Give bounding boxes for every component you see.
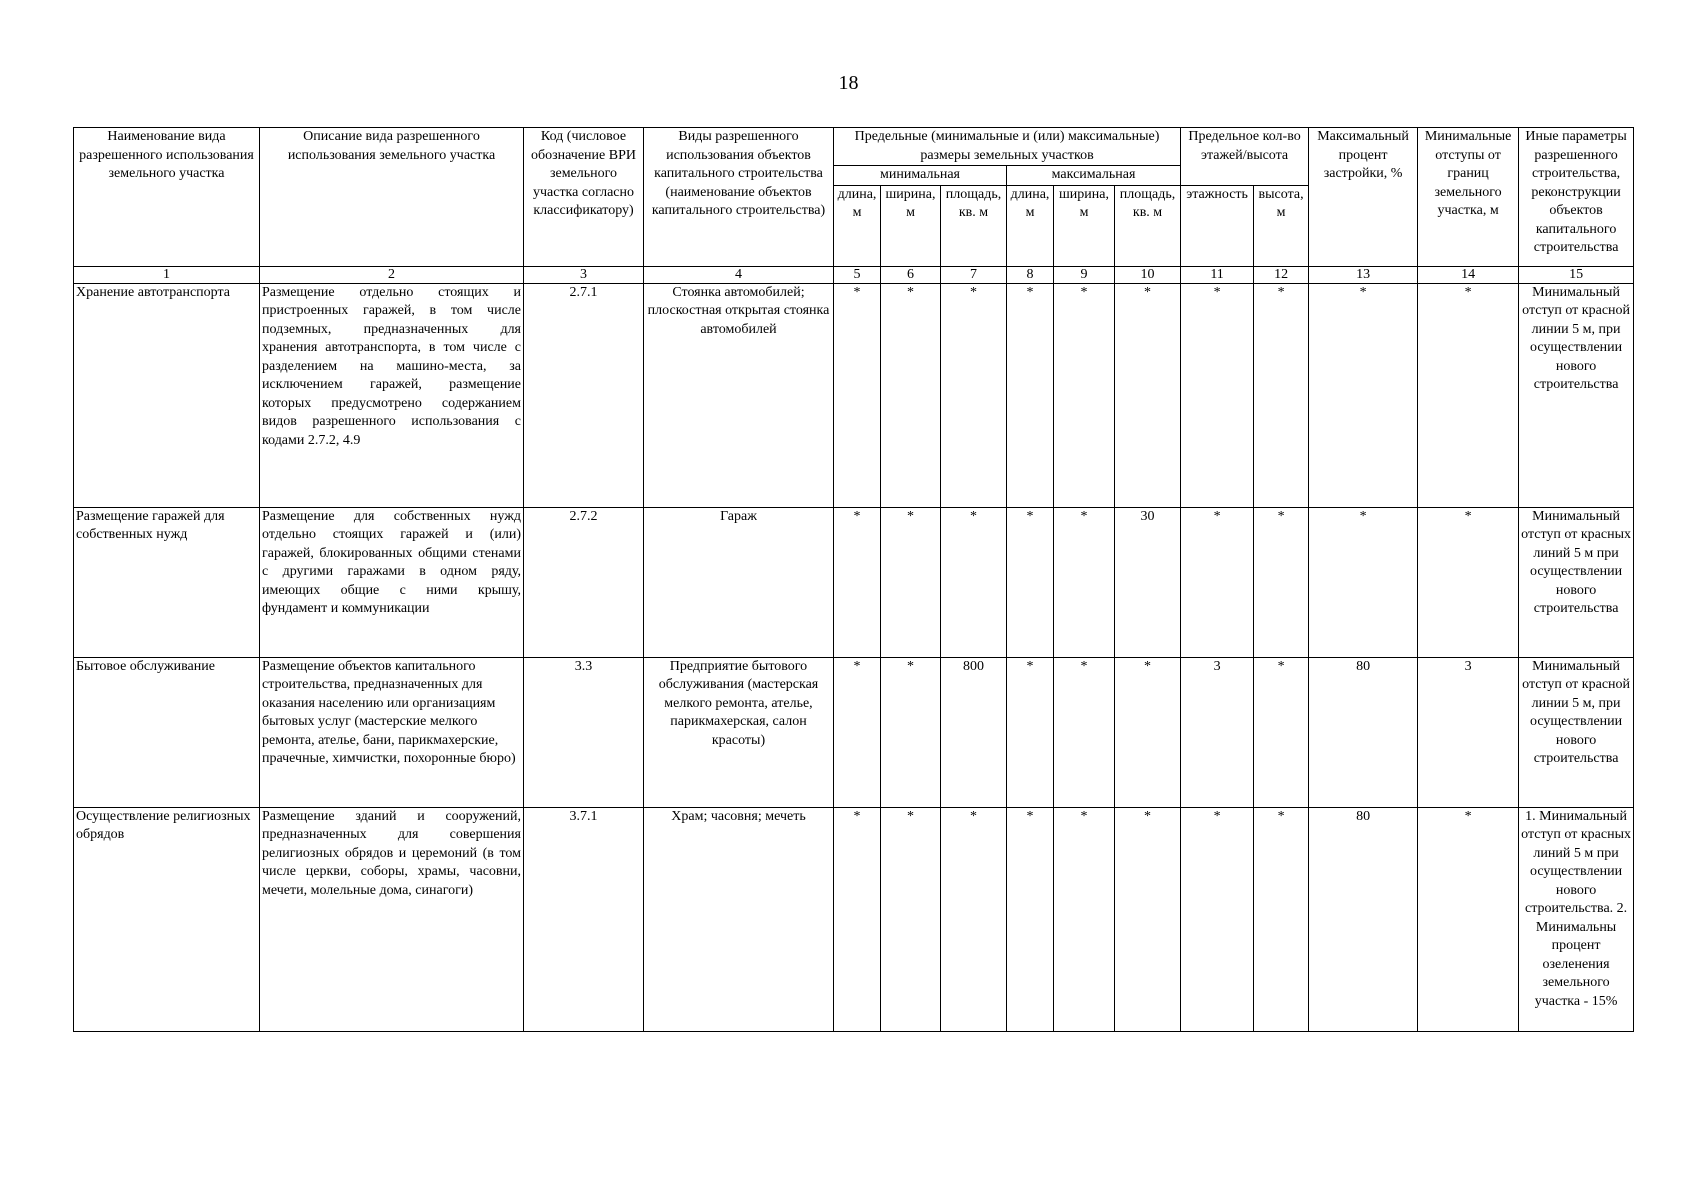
min-length: * (834, 807, 881, 1031)
min-setback: * (1418, 807, 1519, 1031)
column-number: 14 (1418, 266, 1519, 283)
object-types: Предприятие бытового обслуживания (мастерская мелкого ремонта, ателье, парикмахерская, салон красоты) (644, 657, 834, 807)
header-min-setbacks: Минимальные отступы от границ земельного участка, м (1418, 128, 1519, 267)
column-number: 5 (834, 266, 881, 283)
header-max-width: ширина, м (1054, 185, 1115, 266)
max-length: * (1007, 807, 1054, 1031)
column-numbers-row (74, 266, 1634, 283)
header-floors-group: Предельное кол-во этажей/высота (1181, 128, 1309, 186)
use-code: 2.7.2 (524, 507, 644, 657)
min-setback: 3 (1418, 657, 1519, 807)
header-max-length: длина, м (1007, 185, 1054, 266)
floors: * (1181, 283, 1254, 507)
min-area: 800 (941, 657, 1007, 807)
header-max: максимальная (1007, 166, 1181, 186)
max-width: * (1054, 507, 1115, 657)
use-description: Размещение зданий и сооружений, предназначенных для совершения религиозных обрядов и церемоний (в том числе церкви, соборы, храмы, часовни, мечети, молельные дома, синагоги) (260, 807, 524, 1031)
max-width: * (1054, 657, 1115, 807)
table-row (74, 283, 1634, 507)
header-plot-limits: Предельные (минимальные и (или) максимальные) размеры земельных участков (834, 128, 1181, 166)
floors: * (1181, 807, 1254, 1031)
column-number: 8 (1007, 266, 1054, 283)
zoning-table (73, 127, 1634, 1032)
floors: * (1181, 507, 1254, 657)
min-setback: * (1418, 283, 1519, 507)
use-name: Осуществление религиозных обрядов (74, 807, 260, 1031)
max-build-percent: 80 (1309, 657, 1418, 807)
min-setback: * (1418, 507, 1519, 657)
column-number: 11 (1181, 266, 1254, 283)
use-name: Размещение гаражей для собственных нужд (74, 507, 260, 657)
object-types: Храм; часовня; мечеть (644, 807, 834, 1031)
use-name: Хранение автотранспорта (74, 283, 260, 507)
min-area: * (941, 283, 1007, 507)
min-length: * (834, 507, 881, 657)
column-number: 12 (1254, 266, 1309, 283)
column-number: 6 (881, 266, 941, 283)
max-width: * (1054, 283, 1115, 507)
header-max-area: площадь, кв. м (1115, 185, 1181, 266)
header-description: Описание вида разрешенного использования земельного участка (260, 128, 524, 267)
min-area: * (941, 507, 1007, 657)
min-width: * (881, 807, 941, 1031)
max-build-percent: * (1309, 507, 1418, 657)
other-params: 1. Минимальный отступ от красных линий 5 м при осуществлении нового строительства. 2. Минимальны процент озеленения земельного участка - 15% (1519, 807, 1634, 1031)
header-floors: этажность (1181, 185, 1254, 266)
header-name: Наименование вида разрешенного использования земельного участка (74, 128, 260, 267)
max-length: * (1007, 507, 1054, 657)
header-min-length: длина, м (834, 185, 881, 266)
other-params: Минимальный отступ от красной линии 5 м, при осуществлении нового строительства (1519, 283, 1634, 507)
column-number: 9 (1054, 266, 1115, 283)
max-length: * (1007, 657, 1054, 807)
floors: 3 (1181, 657, 1254, 807)
min-length: * (834, 657, 881, 807)
max-area: * (1115, 283, 1181, 507)
max-area: * (1115, 657, 1181, 807)
use-code: 2.7.1 (524, 283, 644, 507)
min-width: * (881, 657, 941, 807)
max-area: 30 (1115, 507, 1181, 657)
min-area: * (941, 807, 1007, 1031)
use-description: Размещение отдельно стоящих и пристроенных гаражей, в том числе подземных, предназначенных для хранения автотранспорта, в том числе с разделением на машино-места, за исключением гаражей, размещение которых предусмотрено содержанием видов разрешенного использования с кодами 2.7.2, 4.9 (260, 283, 524, 507)
table-row (74, 507, 1634, 657)
max-build-percent: 80 (1309, 807, 1418, 1031)
use-code: 3.7.1 (524, 807, 644, 1031)
header-objects: Виды разрешенного использования объектов капитального строительства (наименование объектов капитального строительства) (644, 128, 834, 267)
height: * (1254, 507, 1309, 657)
header-max-build-percent: Максимальный процент застройки, % (1309, 128, 1418, 267)
column-number: 7 (941, 266, 1007, 283)
column-number: 15 (1519, 266, 1634, 283)
header-code: Код (числовое обозначение ВРИ земельного участка согласно классификатору) (524, 128, 644, 267)
use-description: Размещение объектов капитального строительства, предназначенных для оказания населению или организациям бытовых услуг (мастерские мелкого ремонта, ателье, бани, парикмахерские, прачечные, химчистки, похоронные бюро) (260, 657, 524, 807)
table-row (74, 807, 1634, 1031)
column-number: 1 (74, 266, 260, 283)
max-width: * (1054, 807, 1115, 1031)
height: * (1254, 657, 1309, 807)
table-row (74, 657, 1634, 807)
column-number: 10 (1115, 266, 1181, 283)
other-params: Минимальный отступ от красных линий 5 м при осуществлении нового строительства (1519, 507, 1634, 657)
header-min: минимальная (834, 166, 1007, 186)
header-min-area: площадь, кв. м (941, 185, 1007, 266)
object-types: Стоянка автомобилей; плоскостная открытая стоянка автомобилей (644, 283, 834, 507)
min-width: * (881, 283, 941, 507)
column-number: 3 (524, 266, 644, 283)
object-types: Гараж (644, 507, 834, 657)
use-code: 3.3 (524, 657, 644, 807)
max-length: * (1007, 283, 1054, 507)
other-params: Минимальный отступ от красной линии 5 м, при осуществлении нового строительства (1519, 657, 1634, 807)
height: * (1254, 283, 1309, 507)
column-number: 4 (644, 266, 834, 283)
header-other-params: Иные параметры разрешенного строительства, реконструкции объектов капитального строительства (1519, 128, 1634, 267)
min-width: * (881, 507, 941, 657)
column-number: 13 (1309, 266, 1418, 283)
page-number: 18 (838, 72, 859, 94)
header-height: высота, м (1254, 185, 1309, 266)
min-length: * (834, 283, 881, 507)
max-area: * (1115, 807, 1181, 1031)
column-number: 2 (260, 266, 524, 283)
use-name: Бытовое обслуживание (74, 657, 260, 807)
max-build-percent: * (1309, 283, 1418, 507)
header-min-width: ширина, м (881, 185, 941, 266)
height: * (1254, 807, 1309, 1031)
use-description: Размещение для собственных нужд отдельно стоящих гаражей и (или) гаражей, блокированных общими стенами с другими гаражами в одном ряду, имеющих общие с ними крышу, фундамент и коммуникации (260, 507, 524, 657)
